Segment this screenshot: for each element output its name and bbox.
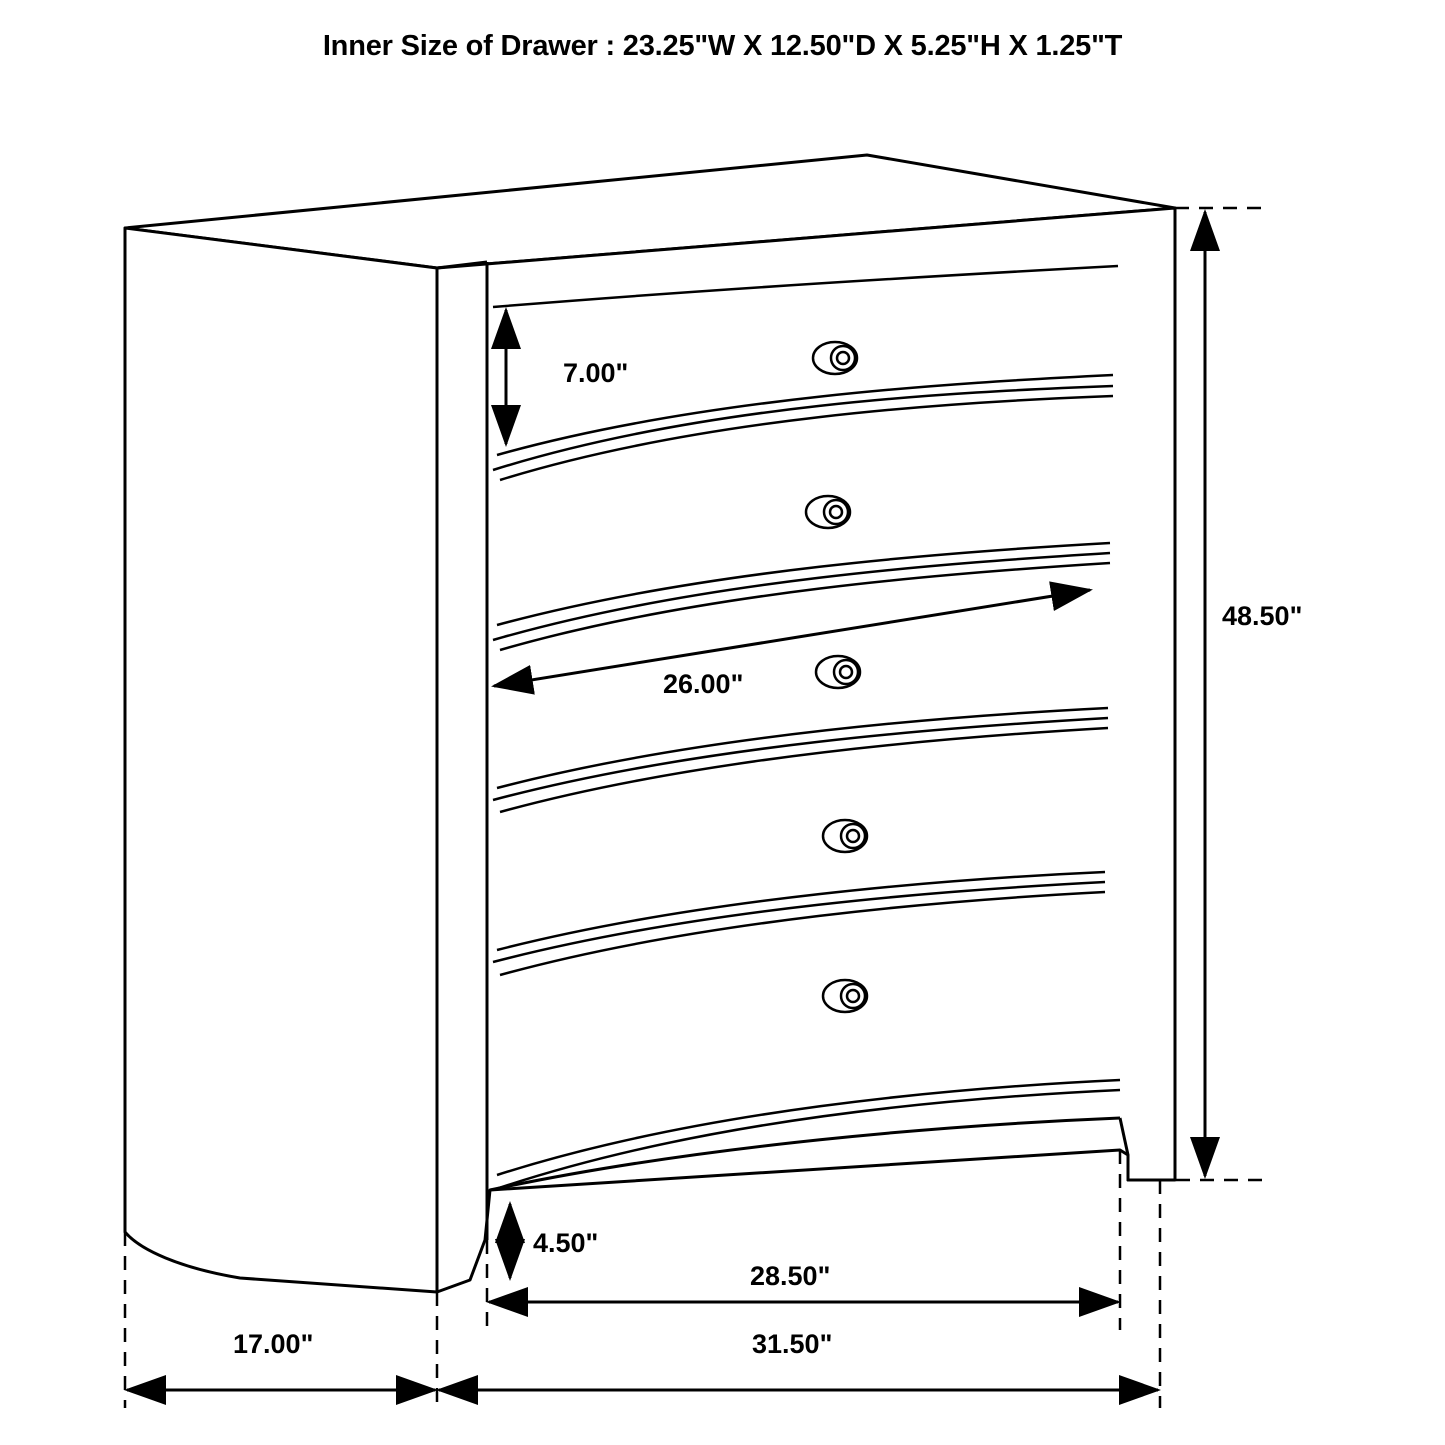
- page-title: Inner Size of Drawer : 23.25"W X 12.50"D X 5.25"H X 1.25"T: [322, 30, 1123, 62]
- label-overall-width: 31.50": [752, 1329, 833, 1359]
- label-front-panel-width: 28.50": [750, 1261, 831, 1291]
- label-overall-depth: 17.00": [233, 1329, 314, 1359]
- label-drawer-height: 7.00": [563, 358, 629, 388]
- label-drawer-front-width: 26.00": [663, 669, 744, 699]
- label-leg-height: 4.50": [533, 1228, 599, 1258]
- label-total-height: 48.50": [1222, 601, 1303, 631]
